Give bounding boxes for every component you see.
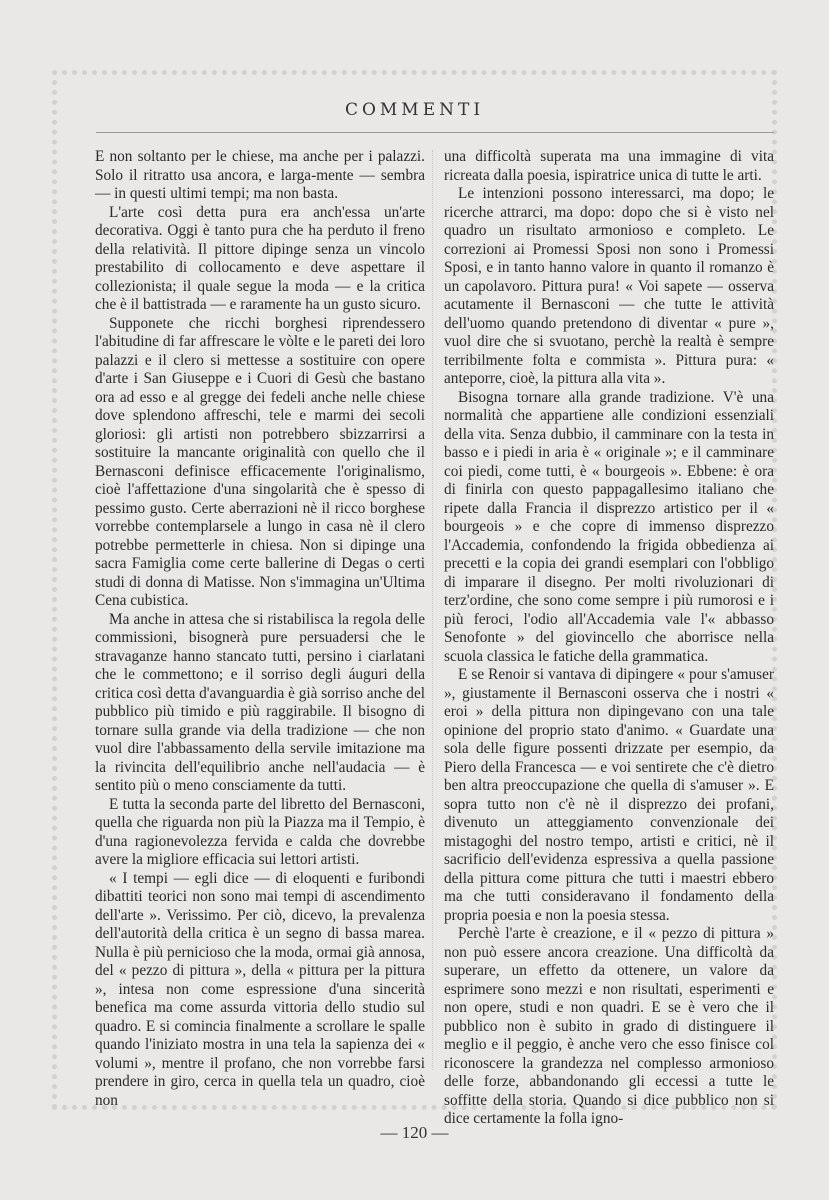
paragraph: Le intenzioni possono interessarci, ma dopo; le ricerche attrarci, ma dopo: dopo che si è visto nel quadro un risultato armonioso e completo. Le correzioni ai Promessi Sposi non sono i Promessi Sposi, e in tanto hanno valore in quanto il romanzo è un capolavoro. Pittura pura! « Voi sapete — osserva acutamente il Bernasconi — che tutte le attività dell'uomo quando pretendono di diventar « pure », vuol dire che si svuotano, perchè la realtà è sempre terribilmente folta e commista ». Pittura pura: « anteporre, cioè, la pittura alla vita ». — [444, 185, 774, 387]
running-head: COMMENTI — [344, 100, 485, 120]
left-column — [95, 148, 425, 1110]
paragraph: E tutta la seconda parte del libretto del Bernasconi, quella che riguarda non più la Piazza ma il Tempio, è d'una ragionevolezza fervida e calda che dovrebbe avere la migliore efficacia sui lettori artisti. — [95, 795, 425, 868]
paragraph: E non soltanto per le chiese, ma anche per i palazzi. Solo il ritratto usa ancora, e larga-mente — sembra — in questi ultimi tempi; ma non basta. — [95, 148, 425, 202]
paragraph: L'arte così detta pura era anch'essa un'arte decorativa. Oggi è tanto pura che ha perduto il freno della relatività. Il pittore dipinge senza un vincolo prestabilito di collocamento e deve aspettare il collezionista; il quale segue la moda — e la critica che è il battistrada — e raramente ha un gusto sicuro. — [95, 203, 425, 313]
paragraph: Supponete che ricchi borghesi riprendessero l'abitudine di far affrescare le vòlte e le pareti dei loro palazzi e il clero si mettesse a sostituire con opere d'arte i San Giuseppe e i Cuori di Gesù che bastano ora ad esso e al gregge dei fedeli anche nelle chiese dove splendono affreschi, tele e marmi dei secoli gloriosi: gli artisti non potrebbero sbizzarrirsi a sostituire la mancante originalità con quello che il Bernasconi definisce efficacemente l'originalismo, cioè l'affettazione d'una singolarità che è spesso di pessimo gusto. Certe aberrazioni nè il ricco borghese vorrebbe contemplarsele a lungo in casa nè il clero potrebbe permetterle in chiesa. Non si dipinge una sacra Famiglia come certe ballerine di Degas o certi studi di donna di Matisse. Non s'immagina un'Ultima Cena cubistica. — [95, 314, 425, 609]
paragraph: E se Renoir si vantava di dipingere « pour s'amuser », giustamente il Bernasconi osserva che i nostri « eroi » della pittura non dipingevano con una tale opinione del proprio stato d'animo. « Guardate una sola delle figure possenti drizzate per esempio, da Piero della Francesca — e voi sentirete che c'è dietro ben altra preoccupazione che quella di s'amuser ». E sopra tutto non c'è nè il disprezzo dei profani, divenuto un atteggiamento convenzionale dei mistagoghi del nostro tempo, artisti e critici, nè il sacrificio dell'evidenza espressiva a quella passione della pittura come pittura che tutti i maestri ebbero ma che tutti consideravano il fondamento della propria poesia e non la poesia stessa. — [444, 666, 774, 924]
right-column — [444, 148, 774, 1129]
paragraph: una difficoltà superata ma una immagine di vita ricreata dalla poesia, ispiratrice unica di tutte le arti. — [444, 148, 774, 184]
paragraph: Perchè l'arte è creazione, e il « pezzo di pittura » non può essere ancora creazione. Una difficoltà da superare, un effetto da ottenere, un valore da esprimere sono mezzi e non risultati, esperimenti e non opere, studi e non quadri. E se è vero che il pubblico non è subito in grado di distinguere il meglio e il peggio, è anche vero che esso finisce col riconoscere la grandezza nel complesso armonioso delle forze, abbandonando gli eccessi a tutte le soffitte della storia. Quando si dice pubblico non si dice certamente la folla igno- — [444, 925, 774, 1127]
paragraph: « I tempi — egli dice — di eloquenti e furibondi dibattiti teorici non sono mai tempi di ascendimento dell'arte ». Verissimo. Per ciò, dicevo, la prevalenza dell'autorità della critica è un segno di bassa marea. Nulla è più pernicioso che la moda, ormai già annosa, del « pezzo di pittura », della « pittura per la pittura », intesa non come espressione d'una sincerità benefica ma come assurda vittoria dello studio sul quadro. E si comincia finalmente a scrollare le spalle quando l'iniziato mostra in una tela la sapienza dei « volumi », mentre il profano, che non vorrebbe farsi prendere in giro, cerca in quella tela un quadro, cioè non — [95, 869, 425, 1109]
page-number: — 120 — — [380, 1123, 449, 1142]
column-divider — [432, 150, 433, 1070]
paragraph: Bisogna tornare alla grande tradizione. V'è una normalità che appartiene alle condizioni essenziali della vita. Senza dubbio, il camminare con la testa in basso e i piedi in aria è « originale »; e il camminare coi piedi, come tutti, è « bourgeois ». Ebbene: è ora di finirla con questo pappagallesimo italiano che ripete dalla Francia il disprezzo artistico per il « bourgeois » e che copre di immenso disprezzo l'Accademia, confondendo la frigida obbedienza ai precetti e la copia dei grandi esemplari con l'obbligo di imparare il disegno. Per molti rivoluzionari di terz'ordine, che sono come sempre i più rumorosi e i più feroci, l'odio all'Accademia vale l'« abbasso Senofonte » del giovincello che aborrisce nella scuola classica le fatiche della grammatica. — [444, 388, 774, 665]
header-rule — [96, 132, 774, 133]
paragraph: Ma anche in attesa che si ristabilisca la regola delle commissioni, bisognerà pure persuadersi che le stravaganze hanno stancato tutti, persino i ciarlatani che le commettono; e il sorriso degli áuguri della critica così detta d'avanguardia è già sorriso anche del pubblico più timido e più raggirabile. Il bisogno di tornare sulla grande via della tradizione — che non vuol dire l'abbassamento della servile imitazione ma la rivincita dell'equilibrio anche nell'audacia — è sentito più o meno consciamente da tutti. — [95, 610, 425, 794]
